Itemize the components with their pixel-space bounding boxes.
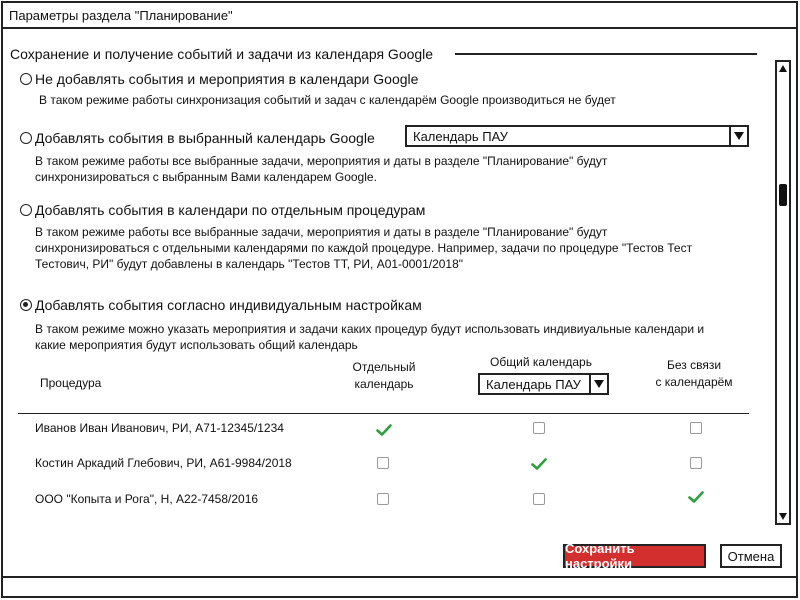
option-individual-desc: В таком режиме можно указать мероприятия и задачи каких процедур будут использовать индивиуальные календари и какие мероприятия будут использовать общий календарь — [35, 322, 705, 352]
cancel-button[interactable]: Отмена — [720, 544, 782, 568]
option-individual-label: Добавлять события согласно индивидуальным настройкам — [35, 297, 422, 313]
scroll-up-icon[interactable] — [779, 65, 787, 72]
content-area — [3, 3, 763, 533]
vertical-scrollbar[interactable] — [775, 60, 791, 525]
radio-selected-calendar[interactable] — [20, 132, 32, 144]
checkbox-shared-row-3[interactable] — [533, 493, 545, 505]
column-header-none: Без связи с календарём — [655, 358, 733, 389]
option-no-sync-label: Не добавлять события и мероприятия в календари Google — [35, 71, 419, 87]
option-per-procedure[interactable] — [20, 202, 425, 218]
shared-calendar-select-value: Календарь ПАУ — [486, 376, 581, 392]
radio-no-sync[interactable] — [20, 73, 32, 85]
checked-none-row-3[interactable] — [688, 491, 704, 503]
scroll-down-icon[interactable] — [779, 513, 787, 520]
option-selected-calendar-label: Добавлять события в выбранный календарь Google — [35, 130, 375, 146]
checkbox-none-row-1[interactable] — [690, 422, 702, 434]
checked-shared-row-2[interactable] — [531, 458, 547, 470]
chevron-down-icon[interactable] — [589, 375, 607, 393]
table-header-divider — [18, 413, 749, 414]
table-row: ООО "Копыта и Рога", Н, А22-7458/2016 — [35, 492, 259, 506]
google-calendar-select[interactable] — [405, 125, 749, 147]
table-row: Костин Аркадий Глебович, РИ, А61-9984/2018 — [35, 456, 292, 470]
option-selected-calendar-desc: В таком режиме работы все выбранные задачи, мероприятия и даты в разделе "Планирование" будут синхронизироваться с выбранным Вами календарем Google. — [35, 154, 608, 184]
column-header-shared: Общий календарь — [490, 355, 592, 369]
radio-individual[interactable] — [20, 299, 32, 311]
checkbox-shared-row-1[interactable] — [533, 422, 545, 434]
checkbox-separate-row-3[interactable] — [377, 493, 389, 505]
save-button[interactable]: Сохранить настройки — [563, 544, 706, 568]
option-selected-calendar[interactable] — [20, 130, 375, 146]
scroll-thumb[interactable] — [779, 184, 787, 206]
option-no-sync-desc: В таком режиме работы синхронизация событий и задач с календарём Google производиться не будет — [39, 93, 616, 107]
checkbox-none-row-2[interactable] — [690, 457, 702, 469]
column-header-procedure: Процедура — [40, 376, 102, 390]
option-per-procedure-label: Добавлять события в календари по отдельным процедурам — [35, 202, 426, 218]
window-title: Параметры раздела "Планирование" — [3, 3, 796, 29]
checkbox-separate-row-2[interactable] — [377, 457, 389, 469]
checked-separate-row-1[interactable] — [376, 424, 392, 436]
table-row: Иванов Иван Иванович, РИ, А71-12345/1234 — [35, 421, 284, 435]
shared-calendar-select[interactable] — [478, 373, 609, 395]
google-calendar-select-value: Календарь ПАУ — [413, 128, 508, 144]
option-no-sync[interactable] — [20, 71, 418, 87]
chevron-down-icon[interactable] — [729, 127, 747, 145]
group-divider — [455, 53, 757, 55]
column-header-separate: Отдельный календарь — [352, 360, 416, 391]
settings-window — [1, 1, 798, 598]
group-title: Сохранение и получение событий и задачи из календаря Google — [10, 46, 439, 62]
status-bar — [3, 576, 796, 596]
option-per-procedure-desc: В таком режиме работы все выбранные задачи, мероприятия и даты в разделе "Планирование" будут синхронизироваться с отдельными календарями по каждой процедуре. Например, задачи по процедуре "Тестов Тест Тестович, РИ" будут добавлены в календарь "Тестов ТТ, РИ, А01-0001/2018" — [35, 225, 693, 271]
option-individual[interactable] — [20, 297, 422, 313]
radio-per-procedure[interactable] — [20, 204, 32, 216]
